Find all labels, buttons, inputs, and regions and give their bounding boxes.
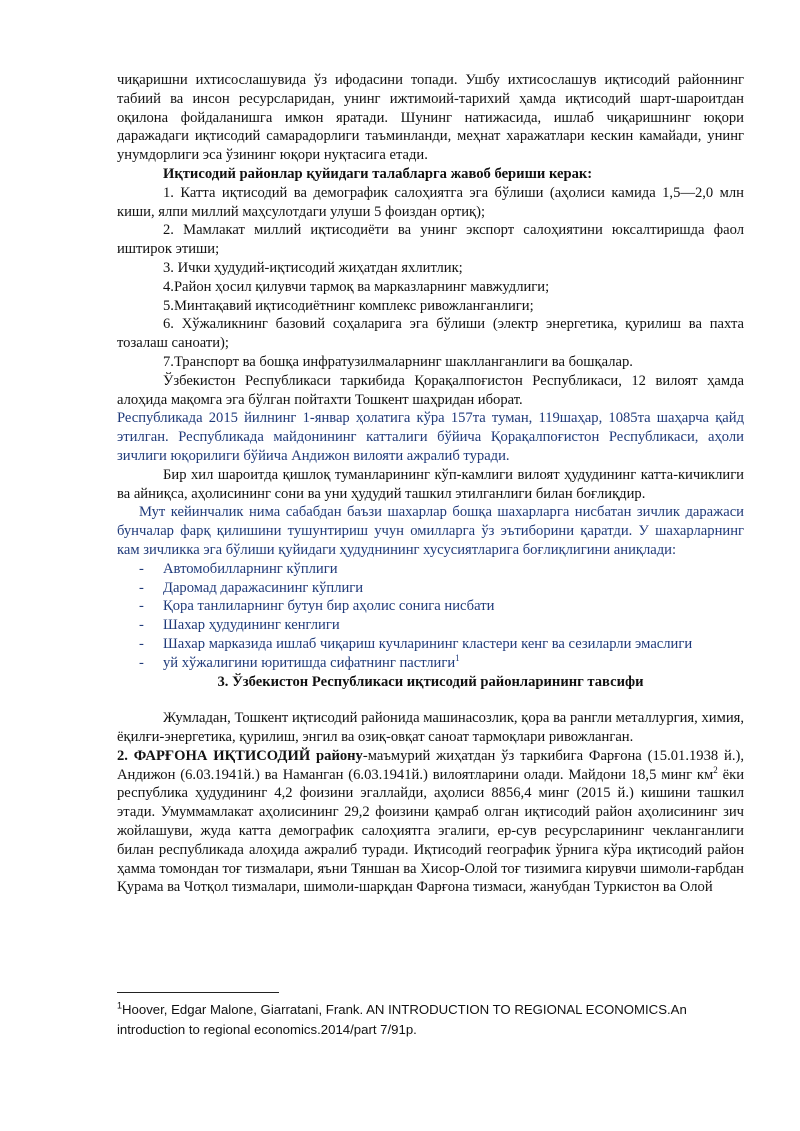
paragraph-intro: чиқаришни ихтисослашувида ўз ифодасини топади. Ушбу ихтисослашув иқтисодий районнинг табиий ва инсон ресурсларидан, унинг ижтимоий-тарихий ҳамда иқтисодий шарт-шароитдан оқилона фойдаланишга имкон яратади. Шунинг натижасида, ишлаб чиқаришнинг юқори даражадаги иқтисодий самарадорлиги таъминланди, меҳнат харажатлари кескин камайади, унинг унумдорлиги эса ўзининг юқори нуқтасига етади. — [117, 72, 744, 164]
footnote — [117, 1000, 744, 1040]
requirement-item: 7.Транспорт ва бошқа инфратузилмаларнинг шаклланганлиги ва бошқалар. — [163, 353, 633, 370]
requirement-item: 1. Катта иқтисодий ва демографик салоҳиятга эга бўлиши (аҳолиси камида 1,5—2,0 млн киши, ялпи миллий маҳсулотдаги улуши 5 фоиздан ортиқ); — [117, 184, 744, 220]
paragraph-fergana: 2. ФАРҒОНА ИҚТИСОДИЙ району-маъмурий жиҳатдан ўз таркибига Фарғона (15.01.1938 й.), Андижон (6.03.1941й.) ва Наманган (6.03.1941й.) вилоятларини олади. Майдони 18,5 минг $км^2$ ёки республика ҳудудининг 4,2 фоизини эгаллайди, аҳолиси 8856,4 минг (2015 й.) кишини ташкил этади. Умуммамлакат аҳолисининг 29,2 фоизини қамраб олган иқтисодий район аҳолисининг зич жойлашуви, жуда катта демографик салоҳиятга эгалиги, ер-сув ресурсларининг чекланганлиги билан республикада алоҳида ажралиб туради. Иқтисодий географик ўрнига кўра иқтисодий район ҳамма томондан тоғ тизмалари, яъни Тяншан ва Хисор-Олой тоғ тизимига кирувчи шимоли-ғарбдан Қурама ва Чотқол тизмалари, шимоли-шарқдан Фарғона тизмаси, жанубдан Туркистон ва Олой — [117, 747, 745, 896]
list-item: - Шахар ҳудудининг кенглиги — [139, 616, 744, 635]
section-heading: 3. Ўзбекистон Республикаси иқтисодий районларининг тавсифи — [217, 673, 644, 690]
paragraph-tashkent: Жумладан, Тошкент иқтисодий районида машинасозлик, қора ва рангли металлургия, химия, ёқилғи-энергетика, қурилиш, энгил ва озиқ-овқат саноат тармоқлари ривожланган. — [117, 710, 744, 746]
fergana-heading: 2. ФАРҒОНА ИҚТИСОДИЙ — [117, 747, 311, 764]
footnote-marker: 1 — [117, 1000, 123, 1011]
paragraph-uzbekistan: Ўзбекистон Республикаси таркибида Қорақалпоғистон Республикаси, 12 вилоят ҳамда алоҳида мақомга эга бўлган пойтахти Тошкент шаҳридан иборат. — [117, 372, 744, 408]
requirement-item: 2. Мамлакат миллий иқтисодиёти ва унинг экспорт салоҳиятини юксалтиришда фаол иштирок этиши; — [117, 222, 744, 258]
fergana-heading-word: району — [316, 747, 363, 764]
list-item: - Автомобилларнинг кўплиги — [139, 560, 744, 579]
requirement-item: 3. Ички ҳудудий-иқтисодий жиҳатдан яхлитлик; — [163, 259, 463, 276]
requirement-item: 4.Район ҳосил қилувчи тармоқ ва марказларнинг мавжудлиги; — [163, 278, 550, 295]
paragraph-uniform-conditions: Бир хил шароитда қишлоқ туманларининг кўп-камлиги вилоят ҳудудининг катта-кичиклиги ва айниқса, аҳолисининг сони ва уни ҳудудий ташкил этилганлиги билан боғлиқдир. — [117, 466, 744, 502]
paragraph-mut: Мут кейинчалик нима сабабдан баъзи шахарлар бошқа шахарларга нисбатан зичлик даражаси бунчалар фарқ қилишини тушунтириш учун омилларга ўз эътиборини қаратди. У шахарларнинг кам зичликка эга бўлиши қуйидаги ҳудуднининг хусусиятларига боғлиқлигини аниқлади: — [117, 504, 744, 558]
body-text — [117, 71, 744, 897]
footnote-reference[interactable]: 1 — [455, 652, 460, 663]
requirement-item: 6. Хўжаликнинг базовий соҳаларига эга бўлиши (электр энергетика, қурилиш ва пахта тозалаш саноати); — [117, 316, 744, 352]
list-item: - Шахар марказида ишлаб чиқариш кучларининг кластери кенг ва сезиларли эмаслиги — [139, 635, 744, 654]
list-item: - Қора танлиларнинг бутун бир аҳолис сонига нисбати — [139, 597, 744, 616]
requirement-item: 5.Минтақавий иқтисодиётнинг комплекс ривожланганлиги; — [163, 297, 534, 314]
footnote-text: Hoover, Edgar Malone, Giarratani, Frank. AN INTRODUCTION TO REGIONAL ECONOMICS.An introduction to regional economics.2014/part 7/91p. — [117, 1002, 687, 1037]
spacer — [117, 691, 744, 709]
list-item: - уй хўжалигини юритишда сифатнинг пастлиги$^1$ — [139, 654, 744, 673]
footnote-divider — [117, 992, 279, 993]
paragraph-2015-stats: Республикада 2015 йилнинг 1-январ ҳолатига кўра 157та туман, 119шаҳар, 1085та шаҳарча қайд этилган. Республикада майдонининг катталиги бўйича Қорақалпоғистон Республикаси, аҳоли зичлиги юқорилиги бўйича Андижон вилояти ажралиб туради. — [117, 410, 744, 464]
density-factors-list — [117, 560, 744, 673]
requirements-heading: Иқтисодий районлар қуйидаги талабларга жавоб бериши керак: — [163, 165, 593, 182]
list-item: - Даромад даражасининг кўплиги — [139, 579, 744, 598]
